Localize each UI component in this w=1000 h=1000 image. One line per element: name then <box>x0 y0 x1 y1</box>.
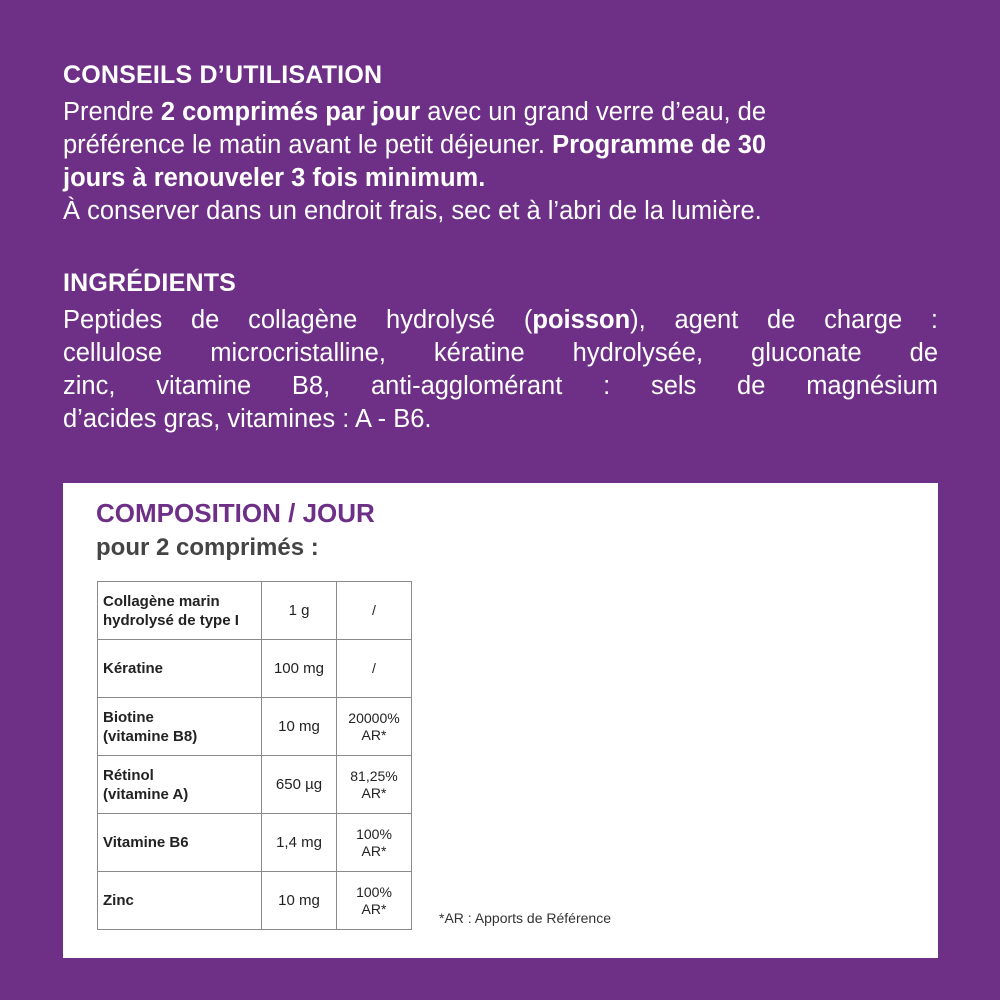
nutrient-name-cell <box>98 640 262 698</box>
table-row <box>98 698 412 756</box>
nutrient-quantity: 1,4 mg <box>262 814 337 872</box>
ingredients-allergen: poisson <box>532 306 631 334</box>
nutrient-name-cell <box>98 872 262 930</box>
nutrient-name-cell <box>98 756 262 814</box>
nutrient-name-detail: (vitamine A) <box>103 785 189 803</box>
nutrient-name-cell <box>98 814 262 872</box>
usage-line-3 <box>63 162 938 195</box>
nutrient-quantity: 1 g <box>262 582 337 640</box>
ar-footnote: *AR : Apports de Référence <box>439 910 611 926</box>
reference-intake-unit: AR* <box>361 726 387 743</box>
reference-intake-value: / <box>372 602 376 618</box>
nutrient-quantity: 10 mg <box>262 872 337 930</box>
nutrient-name-detail: (vitamine B8) <box>103 727 198 745</box>
nutrient-name: Kératine <box>103 660 164 677</box>
ingredients-heading: INGRÉDIENTS <box>63 269 237 297</box>
ingredients-line-2: cellulose microcristalline, kératine hydrolysée, gluconate de <box>63 339 938 367</box>
usage-section <box>63 60 938 228</box>
composition-table <box>97 581 412 930</box>
usage-storage-line: À conserver dans un endroit frais, sec et à l’abri de la lumière. <box>63 197 762 225</box>
ingredients-text <box>63 304 938 436</box>
nutrient-name-cell <box>98 582 262 640</box>
usage-heading: CONSEILS D’UTILISATION <box>63 61 383 89</box>
nutrient-reference-intake-cell <box>337 640 412 698</box>
nutrient-reference-intake-cell <box>337 698 412 756</box>
reference-intake-unit: AR* <box>361 900 387 917</box>
nutrient-name: Collagène marin <box>103 592 220 610</box>
nutrient-name: Rétinol <box>103 766 154 784</box>
composition-title: COMPOSITION / JOUR <box>96 498 375 528</box>
usage-text <box>63 96 938 228</box>
nutrient-reference-intake-cell <box>337 814 412 872</box>
reference-intake-value: / <box>372 660 376 676</box>
nutrient-quantity: 100 mg <box>262 640 337 698</box>
nutrient-reference-intake-cell <box>337 582 412 640</box>
ingredients-line-1: Peptides de collagène hydrolysé (poisson), agent de charge : <box>63 306 938 334</box>
usage-line-1: Prendre 2 comprimés par jour avec un grand verre d’eau, de <box>63 98 767 126</box>
nutrient-quantity: 650 µg <box>262 756 337 814</box>
composition-subtitle: pour 2 comprimés : <box>96 534 319 561</box>
table-row <box>98 640 412 698</box>
usage-dose-emphasis: 2 comprimés par jour <box>160 98 421 126</box>
nutrient-name: Biotine <box>103 708 154 726</box>
usage-program-emphasis-2: jours à renouveler 3 fois minimum. <box>63 164 486 192</box>
table-row <box>98 814 412 872</box>
reference-intake-value: 20000% <box>348 709 400 726</box>
usage-line-2: préférence le matin avant le petit déjeuner. Programme de 30 <box>63 131 767 159</box>
ingredients-line-4: d’acides gras, vitamines : A - B6. <box>63 405 432 433</box>
nutrient-name-detail: hydrolysé de type I <box>103 611 239 629</box>
nutrient-name: Vitamine B6 <box>103 834 189 851</box>
nutrient-name-cell <box>98 698 262 756</box>
reference-intake-unit: AR* <box>361 784 387 801</box>
composition-card <box>63 483 938 958</box>
table-row <box>98 756 412 814</box>
ingredients-section <box>63 268 938 436</box>
nutrient-name: Zinc <box>103 892 134 909</box>
reference-intake-value: 100% <box>356 883 392 900</box>
nutrient-reference-intake-cell <box>337 756 412 814</box>
ingredients-line-3: zinc, vitamine B8, anti-agglomérant : sels de magnésium <box>63 372 938 400</box>
reference-intake-unit: AR* <box>361 842 387 859</box>
nutrient-reference-intake-cell <box>337 872 412 930</box>
usage-program-emphasis: Programme de 30 <box>552 131 767 159</box>
table-row <box>98 582 412 640</box>
nutrient-quantity: 10 mg <box>262 698 337 756</box>
reference-intake-value: 81,25% <box>350 767 398 784</box>
table-row <box>98 872 412 930</box>
reference-intake-value: 100% <box>356 825 392 842</box>
